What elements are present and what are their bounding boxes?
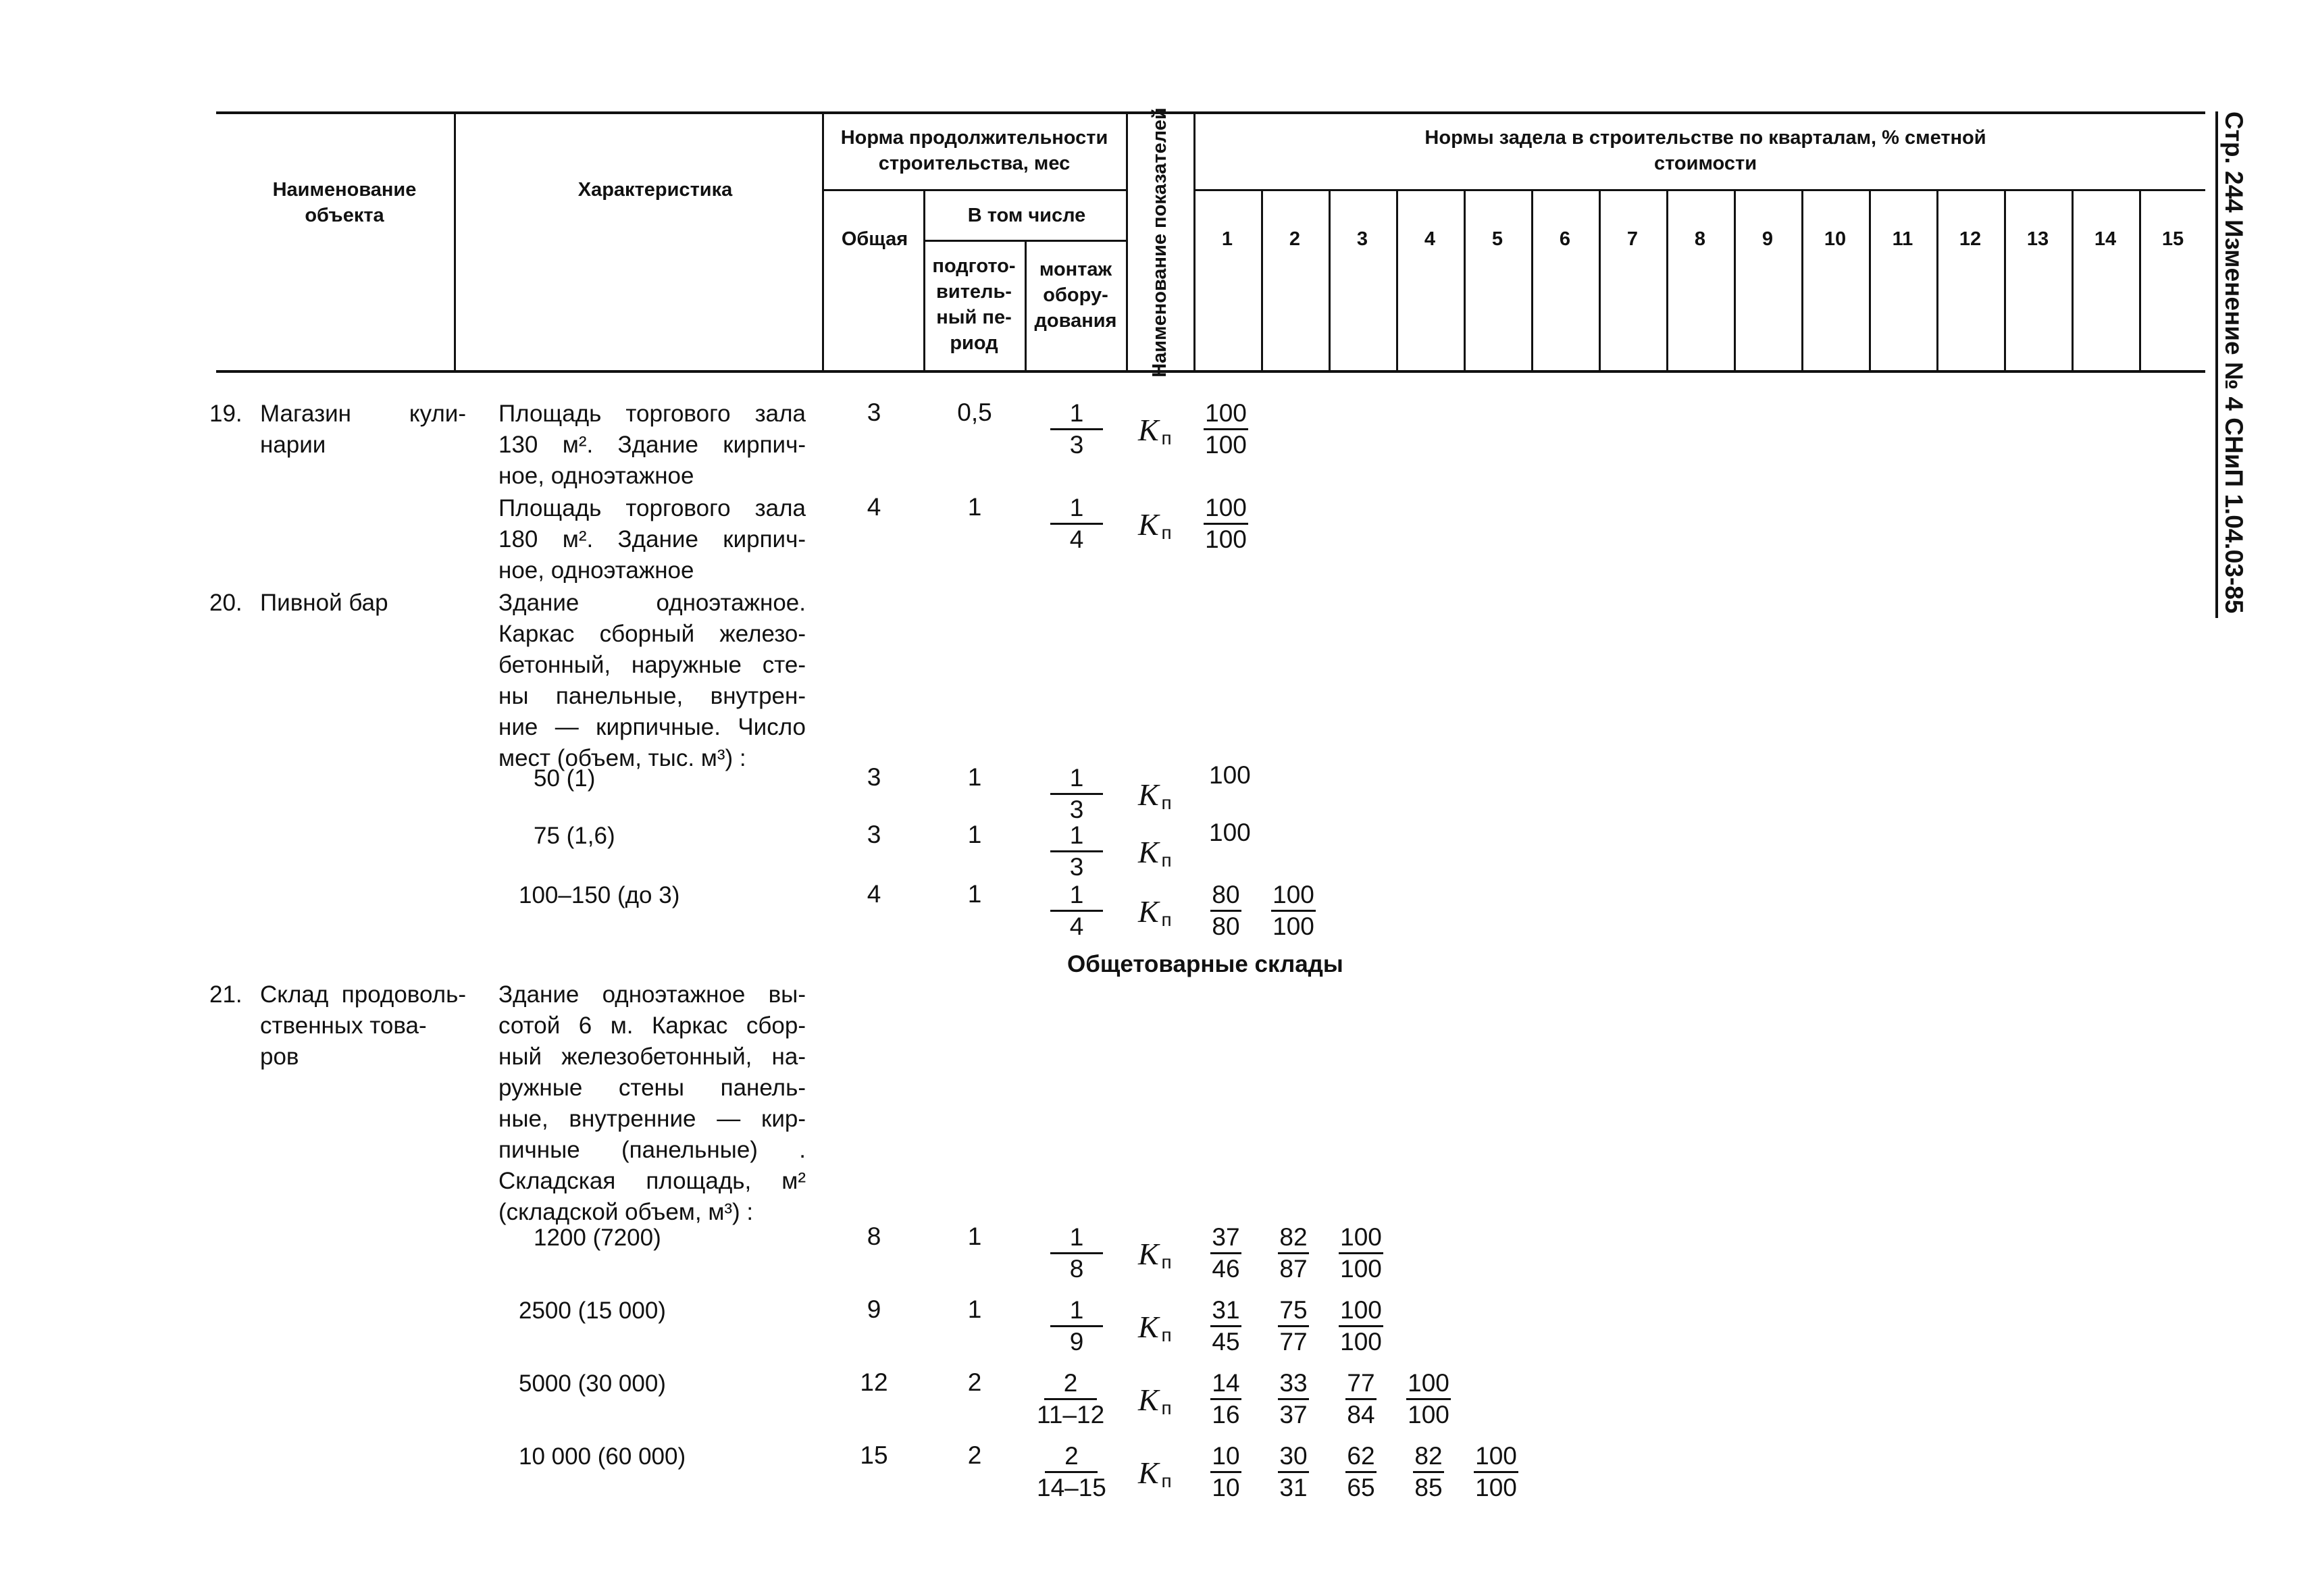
row-number: 19. <box>209 401 242 427</box>
total-duration: 3 <box>867 821 881 848</box>
equipment-mount-fraction <box>1050 763 1103 825</box>
fraction-numerator: 2 <box>1044 1368 1097 1400</box>
quarter-value-lower: 100 <box>1475 1474 1517 1501</box>
total-duration: 8 <box>867 1222 881 1250</box>
subitem-label: 1200 (7200) <box>534 1225 661 1251</box>
quarter-value-lower: 87 <box>1279 1255 1308 1283</box>
indicator-kp: К $_п$ <box>1138 1383 1172 1418</box>
header-characteristic: Характеристика <box>577 179 733 201</box>
quarter-label: 6 <box>1559 228 1571 250</box>
prep-period: 2 <box>967 1441 982 1469</box>
quarter-label: 13 <box>2026 228 2049 250</box>
quarter-value <box>1200 398 1252 460</box>
header-including: В том числе <box>967 205 1086 226</box>
quarter-value <box>1200 1441 1252 1503</box>
quarter-divider <box>1869 189 1871 371</box>
object-name-line: Склад продоволь- <box>260 981 466 1008</box>
quarter-label: 10 <box>1824 228 1847 250</box>
equipment-mount-fraction <box>1037 1441 1106 1503</box>
prep-period: 1 <box>967 880 982 908</box>
total-duration: 9 <box>867 1295 881 1323</box>
characteristic-line: Каркас сборный железо- <box>498 621 806 647</box>
quarter-divider <box>1599 189 1601 371</box>
fraction-denominator: 4 <box>1069 525 1084 553</box>
quarter-label: 1 <box>1221 228 1233 250</box>
prep-period: 1 <box>967 493 982 521</box>
quarter-value-upper: 37 <box>1210 1222 1241 1254</box>
characteristic-line: сотой 6 м. Каркас сбор- <box>498 1012 806 1039</box>
fraction-numerator: 2 <box>1045 1441 1098 1473</box>
fraction-denominator: 14–15 <box>1037 1474 1106 1501</box>
quarter-value-upper: 14 <box>1210 1368 1241 1400</box>
header-duration: Норма продолжительности строительства, мес <box>840 127 1108 174</box>
characteristic-line: пичные (панельные) . <box>498 1137 806 1163</box>
quarter-value-lower: 77 <box>1279 1328 1308 1356</box>
quarter-divider <box>2004 189 2006 371</box>
quarter-value <box>1335 1441 1387 1503</box>
quarter-divider <box>1396 189 1398 371</box>
quarter-value-upper: 100 <box>1204 398 1248 430</box>
indicator-subscript: п <box>1161 522 1172 543</box>
subitem-label: 75 (1,6) <box>534 823 615 849</box>
characteristic-line: мест (объем, тыс. м³) : <box>498 745 746 771</box>
header-divider <box>454 111 456 371</box>
characteristic-line: бетонный, наружные сте- <box>498 652 806 678</box>
characteristic-line: Площадь торгового зала <box>498 401 806 427</box>
quarter-value <box>1200 1295 1252 1357</box>
quarter-value-upper: 30 <box>1278 1441 1308 1473</box>
header-prep-period: подгото-витель-ный пе-риод <box>932 255 1016 354</box>
prep-period: 1 <box>967 1295 982 1323</box>
characteristic-line: ные, внутренние — кир- <box>498 1106 806 1132</box>
quarter-label: 2 <box>1289 228 1301 250</box>
quarter-value-lower: 85 <box>1414 1474 1443 1501</box>
row-number: 21. <box>209 981 242 1008</box>
object-name-line: нарии <box>260 432 326 458</box>
quarter-divider <box>2072 189 2074 371</box>
quarter-label: 5 <box>1491 228 1503 250</box>
fraction-denominator: 9 <box>1069 1328 1084 1356</box>
fraction-numerator: 1 <box>1050 821 1103 852</box>
quarter-value-lower: 100 <box>1272 912 1314 940</box>
quarter-value <box>1335 1368 1387 1430</box>
row-number: 20. <box>209 590 242 616</box>
indicator-subscript: п <box>1161 1324 1172 1345</box>
quarter-value-lower: 65 <box>1347 1474 1375 1501</box>
quarter-divider <box>1936 189 1938 371</box>
indicator-subscript: п <box>1161 1397 1172 1418</box>
header-object-name: Наименование объекта <box>272 179 417 226</box>
characteristic-line: ный железобетонный, на- <box>498 1044 806 1070</box>
indicator-kp: К $_п$ <box>1138 1456 1172 1491</box>
equipment-mount-fraction <box>1050 1222 1103 1284</box>
prep-period: 0,5 <box>957 398 992 426</box>
total-duration: 15 <box>860 1441 888 1469</box>
quarter-value-lower: 37 <box>1279 1401 1308 1428</box>
total-duration: 12 <box>860 1368 888 1396</box>
indicator-kp: К $_п$ <box>1138 413 1172 448</box>
fraction-numerator: 1 <box>1050 493 1103 525</box>
fraction-denominator: 3 <box>1069 431 1084 459</box>
subitem-label: 5000 (30 000) <box>519 1370 666 1397</box>
quarter-divider <box>1801 189 1803 371</box>
header-indicators: Наименование показателей <box>1149 107 1171 378</box>
equipment-mount-fraction <box>1050 821 1103 882</box>
quarter-value-upper: 100 <box>1339 1295 1383 1327</box>
quarter-value-lower: 31 <box>1279 1474 1308 1501</box>
subitem-label: 50 (1) <box>534 765 596 792</box>
quarter-label: 4 <box>1424 228 1436 250</box>
quarter-label: 12 <box>1959 228 1982 250</box>
header-divider <box>1126 111 1128 371</box>
characteristic-line: 180 м². Здание кирпич- <box>498 526 806 552</box>
indicator-kp: К $_п$ <box>1138 1310 1172 1345</box>
fraction-denominator: 8 <box>1069 1255 1084 1283</box>
indicator-subscript: п <box>1161 909 1172 930</box>
quarter-divider <box>1329 189 1331 371</box>
prep-period: 1 <box>967 1222 982 1250</box>
prep-period: 1 <box>967 821 982 848</box>
fraction-denominator: 11–12 <box>1037 1401 1105 1428</box>
equipment-mount-fraction <box>1050 398 1103 460</box>
quarter-divider <box>1261 189 1263 371</box>
subitem-label: 100–150 (до 3) <box>519 882 680 908</box>
quarter-value-lower: 45 <box>1212 1328 1240 1356</box>
quarter-divider <box>1531 189 1533 371</box>
quarter-value-lower: 100 <box>1205 431 1247 459</box>
quarter-value-upper: 100 <box>1474 1441 1518 1473</box>
quarter-value-upper: 31 <box>1210 1295 1241 1327</box>
quarter-value-upper: 77 <box>1345 1368 1376 1400</box>
quarter-value-upper: 75 <box>1278 1295 1308 1327</box>
quarter-value-lower: 100 <box>1340 1255 1382 1283</box>
quarter-value <box>1335 1295 1387 1357</box>
prep-period: 2 <box>967 1368 982 1396</box>
quarter-value-lower: 84 <box>1347 1401 1375 1428</box>
quarter-value <box>1200 1368 1252 1430</box>
characteristic-line: ны панельные, внутрен- <box>498 683 806 709</box>
fraction-numerator: 1 <box>1050 398 1103 430</box>
quarter-label: 11 <box>1892 228 1913 250</box>
characteristic-line: (складской объем, м³) : <box>498 1199 754 1225</box>
quarter-label: 3 <box>1356 228 1368 250</box>
quarter-divider <box>2139 189 2141 371</box>
indicator-kp: К $_п$ <box>1138 835 1172 871</box>
fraction-numerator: 1 <box>1050 1222 1103 1254</box>
header-total: Общая <box>841 228 908 250</box>
object-name-line: ров <box>260 1044 299 1070</box>
fraction-denominator: 4 <box>1069 912 1084 940</box>
indicator-kp: К $_п$ <box>1138 1237 1172 1272</box>
fraction-numerator: 1 <box>1050 763 1103 795</box>
quarter-value-lower: 100 <box>1408 1401 1449 1428</box>
header-divider <box>923 189 925 371</box>
object-name-line: ственных това- <box>260 1012 427 1039</box>
header-norms: Нормы задела в строительстве по кварталам, % сметной стоимости <box>1424 127 1986 174</box>
quarter-value <box>1200 493 1252 555</box>
quarter-value <box>1268 1441 1319 1503</box>
fraction-denominator: 3 <box>1069 796 1084 823</box>
equipment-mount-fraction <box>1037 1368 1104 1430</box>
indicator-subscript: п <box>1161 792 1172 813</box>
quarter-value-upper: 100 <box>1406 1368 1451 1400</box>
quarter-value <box>1470 1441 1522 1503</box>
quarter-value-upper: 82 <box>1413 1441 1443 1473</box>
characteristic-line: Площадь торгового зала <box>498 495 806 521</box>
section-title: Общетоварные склады <box>1067 951 1343 977</box>
quarter-divider <box>1734 189 1736 371</box>
quarter-value <box>1200 1222 1252 1284</box>
quarter-value-lower: 10 <box>1212 1474 1240 1501</box>
indicator-subscript: п <box>1161 850 1172 871</box>
quarter-value-upper: 33 <box>1278 1368 1308 1400</box>
subitem-label: 2500 (15 000) <box>519 1297 666 1324</box>
indicator-subscript: п <box>1161 1252 1172 1272</box>
quarter-value-upper: 82 <box>1278 1222 1308 1254</box>
total-duration: 4 <box>867 880 881 908</box>
header-subrule <box>822 189 1126 191</box>
quarter-value <box>1268 1368 1319 1430</box>
quarter-label: 15 <box>2161 228 2184 250</box>
object-name-line: Пивной бар <box>260 590 388 616</box>
total-duration: 3 <box>867 398 881 426</box>
quarter-label: 9 <box>1762 228 1774 250</box>
indicator-subscript: п <box>1161 1470 1172 1491</box>
quarter-value-lower: 16 <box>1212 1401 1240 1428</box>
fraction-denominator: 3 <box>1069 853 1084 881</box>
characteristic-line: Здание одноэтажное. <box>498 590 806 616</box>
quarter-value: 100 <box>1209 819 1251 846</box>
quarter-value <box>1200 880 1252 942</box>
quarter-value-lower: 100 <box>1340 1328 1382 1356</box>
quarter-divider <box>1464 189 1466 371</box>
characteristic-line: 130 м². Здание кирпич- <box>498 432 806 458</box>
header-equipment-mount: монтаж обору-дования <box>1034 259 1117 332</box>
header-divider <box>822 111 824 371</box>
characteristic-line: ружные стены панель- <box>498 1075 806 1101</box>
header-bottom-rule <box>216 370 2205 373</box>
characteristic-line: ние — кирпичные. Число <box>498 714 806 740</box>
quarter-label: 7 <box>1626 228 1639 250</box>
quarter-value <box>1403 1441 1454 1503</box>
quarter-value-lower: 100 <box>1205 525 1247 553</box>
quarter-value: 100 <box>1209 761 1251 789</box>
object-name-line: Магазин кули- <box>260 401 466 427</box>
quarter-value-upper: 10 <box>1210 1441 1241 1473</box>
quarter-value-upper: 62 <box>1345 1441 1376 1473</box>
quarter-label: 8 <box>1694 228 1706 250</box>
characteristic-line: ное, одноэтажное <box>498 557 694 584</box>
quarter-value <box>1268 1295 1319 1357</box>
quarter-value-upper: 80 <box>1210 880 1241 912</box>
side-rule <box>2215 111 2218 618</box>
quarter-value <box>1403 1368 1454 1430</box>
equipment-mount-fraction <box>1050 493 1103 555</box>
fraction-numerator: 1 <box>1050 880 1103 912</box>
total-duration: 3 <box>867 763 881 791</box>
total-duration: 4 <box>867 493 881 521</box>
quarter-value-lower: 80 <box>1212 912 1240 940</box>
quarter-value <box>1268 880 1319 942</box>
quarter-value <box>1335 1222 1387 1284</box>
indicator-kp: К $_п$ <box>1138 777 1172 813</box>
quarter-value <box>1268 1222 1319 1284</box>
fraction-numerator: 1 <box>1050 1295 1103 1327</box>
quarter-value-upper: 100 <box>1204 493 1248 525</box>
characteristic-line: Здание одноэтажное вы- <box>498 981 806 1008</box>
quarter-label: 14 <box>2094 228 2117 250</box>
quarter-divider <box>1666 189 1668 371</box>
equipment-mount-fraction <box>1050 880 1103 942</box>
indicator-kp: К $_п$ <box>1138 894 1172 930</box>
indicator-subscript: п <box>1161 428 1172 448</box>
subitem-label: 10 000 (60 000) <box>519 1443 686 1470</box>
header-subrule <box>1193 189 2205 191</box>
prep-period: 1 <box>967 763 982 791</box>
quarter-value-lower: 46 <box>1212 1255 1240 1283</box>
indicator-kp: К $_п$ <box>1138 507 1172 543</box>
characteristic-line: ное, одноэтажное <box>498 463 694 489</box>
equipment-mount-fraction <box>1050 1295 1103 1357</box>
quarter-value-upper: 100 <box>1339 1222 1383 1254</box>
quarter-value-upper: 100 <box>1271 880 1316 912</box>
page-caption: Стр. 244 Изменение № 4 СНиП 1.04.03-85 <box>2220 111 2248 614</box>
characteristic-line: Складская площадь, м² <box>498 1168 806 1194</box>
header-top-rule <box>216 111 2205 114</box>
